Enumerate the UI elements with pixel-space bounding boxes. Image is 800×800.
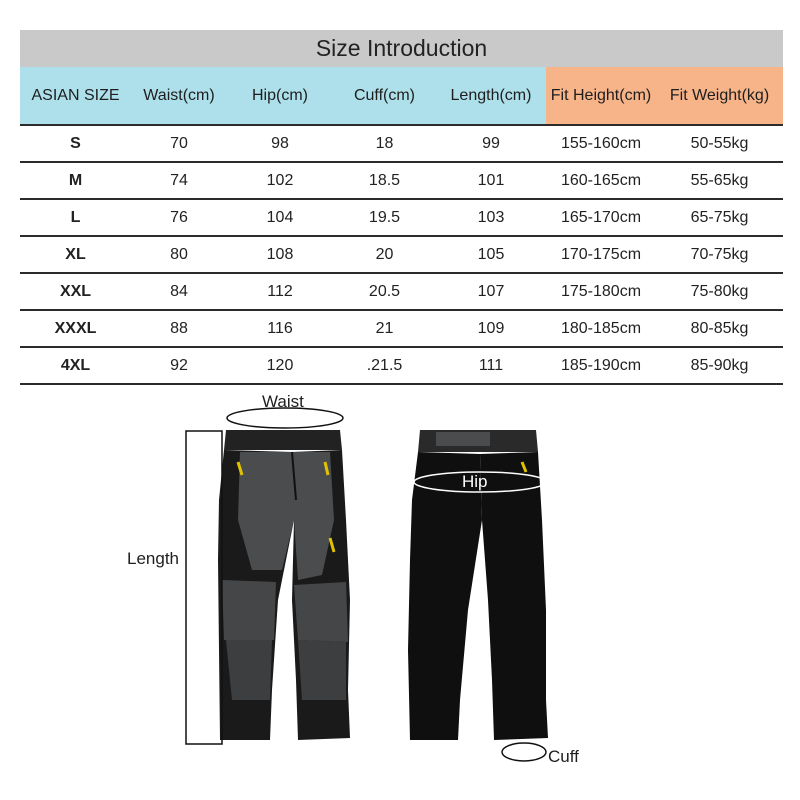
table-body bbox=[20, 124, 783, 385]
measurement-diagram bbox=[0, 385, 800, 800]
cell-fit-height: 155-160cm bbox=[560, 134, 642, 152]
cell-cuff: 20 bbox=[375, 245, 394, 263]
cell-cuff: 18.5 bbox=[368, 171, 401, 189]
cell-length: 105 bbox=[477, 245, 505, 263]
cuff-guide bbox=[502, 743, 546, 761]
cell-hip: 102 bbox=[266, 171, 294, 189]
cell-fit-weight: 50-55kg bbox=[690, 134, 749, 152]
cell-length: 107 bbox=[477, 282, 505, 300]
header-length: Length(cm) bbox=[436, 67, 546, 124]
header-fit-weight: Fit Weight(kg) bbox=[656, 67, 783, 124]
header-waist: Waist(cm) bbox=[131, 67, 227, 124]
cell-fit-height: 175-180cm bbox=[560, 282, 642, 300]
cell-hip: 98 bbox=[271, 134, 289, 152]
header-fit-height: Fit Height(cm) bbox=[546, 67, 656, 124]
cell-hip: 104 bbox=[266, 208, 294, 226]
table-row bbox=[20, 126, 783, 163]
pants-illustration bbox=[0, 385, 800, 800]
cell-fit-height: 160-165cm bbox=[560, 171, 642, 189]
table-row bbox=[20, 200, 783, 237]
cell-fit-weight: 70-75kg bbox=[690, 245, 749, 263]
table-row bbox=[20, 163, 783, 200]
cell-hip: 120 bbox=[266, 356, 294, 374]
table-header-row bbox=[20, 67, 783, 124]
cell-cuff: 21 bbox=[375, 319, 394, 337]
cell-size: XL bbox=[65, 245, 86, 263]
cell-fit-weight: 55-65kg bbox=[690, 171, 749, 189]
size-table bbox=[20, 67, 783, 385]
front-pants bbox=[218, 430, 350, 740]
header-cuff: Cuff(cm) bbox=[333, 67, 436, 124]
hip-label: Hip bbox=[462, 472, 488, 491]
length-label: Length bbox=[127, 549, 179, 568]
cell-waist: 84 bbox=[170, 282, 188, 300]
cell-waist: 92 bbox=[170, 356, 188, 374]
cell-fit-weight: 75-80kg bbox=[690, 282, 749, 300]
cell-fit-height: 170-175cm bbox=[560, 245, 642, 263]
cell-hip: 112 bbox=[267, 282, 293, 300]
cell-size: M bbox=[68, 171, 83, 189]
cell-size: 4XL bbox=[60, 356, 91, 374]
size-chart-title: Size Introduction bbox=[20, 30, 783, 67]
header-hip: Hip(cm) bbox=[227, 67, 333, 124]
cell-fit-weight: 80-85kg bbox=[690, 319, 749, 337]
header-asian-size: ASIAN SIZE bbox=[20, 67, 131, 124]
cell-fit-height: 185-190cm bbox=[560, 356, 642, 374]
cell-cuff: .21.5 bbox=[366, 356, 403, 374]
cell-length: 99 bbox=[482, 134, 500, 152]
length-guide bbox=[186, 431, 222, 744]
cell-cuff: 19.5 bbox=[368, 208, 401, 226]
table-row bbox=[20, 311, 783, 348]
cell-fit-height: 180-185cm bbox=[560, 319, 642, 337]
cell-fit-weight: 85-90kg bbox=[690, 356, 749, 374]
cuff-label: Cuff bbox=[548, 747, 579, 766]
cell-waist: 70 bbox=[170, 134, 188, 152]
cell-hip: 108 bbox=[266, 245, 294, 263]
cell-waist: 76 bbox=[170, 208, 188, 226]
table-row bbox=[20, 274, 783, 311]
cell-length: 111 bbox=[478, 356, 504, 374]
waist-label: Waist bbox=[262, 392, 304, 411]
cell-waist: 74 bbox=[170, 171, 188, 189]
table-row bbox=[20, 237, 783, 274]
cell-size: L bbox=[70, 208, 81, 226]
cell-cuff: 18 bbox=[375, 134, 394, 152]
cell-length: 101 bbox=[477, 171, 505, 189]
cell-size: S bbox=[70, 134, 81, 152]
cell-hip: 116 bbox=[267, 319, 293, 337]
cell-waist: 88 bbox=[170, 319, 188, 337]
cell-fit-weight: 65-75kg bbox=[690, 208, 749, 226]
cell-cuff: 20.5 bbox=[368, 282, 401, 300]
cell-size: XXXL bbox=[54, 319, 97, 337]
table-row bbox=[20, 348, 783, 385]
cell-fit-height: 165-170cm bbox=[560, 208, 642, 226]
cell-size: XXL bbox=[59, 282, 92, 300]
cell-waist: 80 bbox=[170, 245, 188, 263]
cell-length: 103 bbox=[477, 208, 505, 226]
cell-length: 109 bbox=[477, 319, 505, 337]
